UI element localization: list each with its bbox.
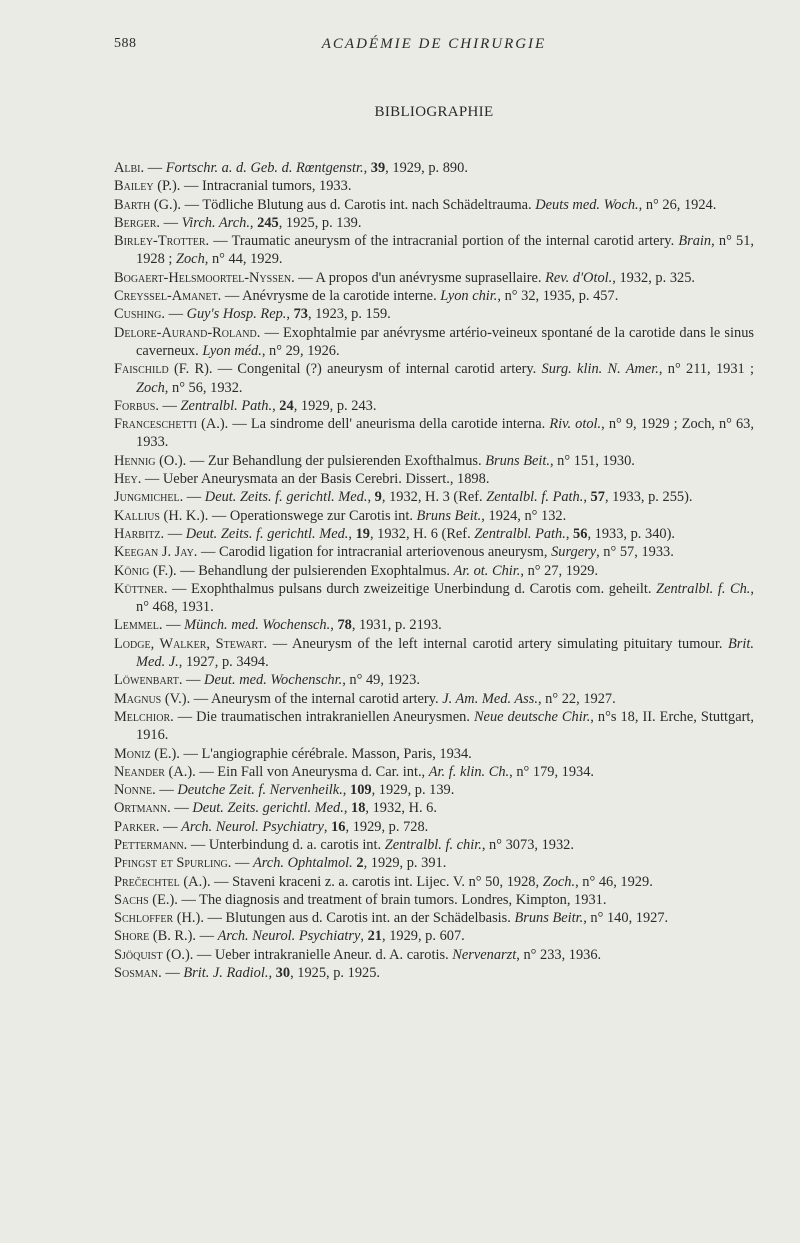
bib-text: — bbox=[183, 489, 205, 506]
bib-text: , n° 26, 1924. bbox=[638, 196, 717, 213]
bib-text: , n° 468, 1931. bbox=[136, 580, 754, 616]
bib-entry bbox=[114, 488, 754, 506]
bib-journal: Deut. med. Wochenschr. bbox=[204, 672, 343, 689]
bib-text: (B. R.). — bbox=[149, 928, 218, 945]
bib-author: Cushing. bbox=[114, 306, 165, 323]
bib-entry bbox=[114, 324, 754, 361]
bib-entry bbox=[114, 452, 754, 470]
bib-volume: 21 bbox=[367, 928, 382, 945]
bib-author: Prečechtel bbox=[114, 873, 180, 890]
bib-journal: Bruns Beitr. bbox=[514, 910, 584, 927]
bib-text: — bbox=[164, 306, 187, 323]
bib-author: Ortmann. bbox=[114, 800, 171, 817]
bib-journal: Zentralbl. f. Ch. bbox=[656, 580, 751, 597]
bib-entry bbox=[114, 873, 754, 891]
bib-author: Küttner. bbox=[114, 580, 168, 597]
bib-text: (G.). — Tödliche Blutung aus d. Carotis int. nach Schädeltrauma. bbox=[150, 196, 536, 213]
bib-journal: Münch. med. Wochensch. bbox=[184, 617, 331, 634]
bib-text: , bbox=[565, 525, 574, 542]
bib-author: Pettermann. bbox=[114, 836, 188, 853]
bib-entry bbox=[114, 909, 754, 927]
bib-text: , n° 32, 1935, p. 457. bbox=[497, 288, 619, 305]
bib-journal: Rev. d'Otol. bbox=[545, 269, 613, 286]
bib-author: Magnus bbox=[114, 690, 162, 707]
bib-author: Keegan J. Jay. bbox=[114, 544, 198, 561]
bib-text: , n° 9, 1929 ; Zoch, n° 63, 1933. bbox=[136, 416, 754, 451]
bib-entry bbox=[114, 891, 754, 909]
bib-volume: 57 bbox=[590, 489, 605, 506]
bib-entry bbox=[114, 562, 754, 580]
bib-text: , 1923, p. 159. bbox=[307, 306, 391, 323]
bib-journal: J. Am. Med. Ass. bbox=[442, 690, 538, 707]
bib-journal: Bruns Beit. bbox=[485, 452, 550, 469]
bib-text: , n° 56, 1932. bbox=[164, 379, 243, 396]
bib-text: , 1932, H. 6. bbox=[365, 800, 437, 817]
bib-text: , 1933, p. 340). bbox=[587, 525, 675, 542]
bib-journal: Zoch bbox=[175, 251, 205, 268]
bib-text: , bbox=[343, 800, 352, 817]
bib-text: (H.). — Blutungen aus d. Carotis int. an der Schädelbasis. bbox=[173, 910, 515, 927]
bib-text: , 1929, p. 890. bbox=[385, 160, 468, 176]
bib-journal: Arch. Neurol. Psychiatry bbox=[217, 928, 361, 945]
bib-author: Berger. bbox=[114, 214, 160, 231]
bib-text: — bbox=[155, 782, 178, 799]
bib-text: , 1929, p. 607. bbox=[382, 928, 465, 945]
bib-text: (O.). — Ueber intrakranielle Aneur. d. A. carotis. bbox=[162, 946, 453, 963]
bib-text: (A.). — Ein Fall von Aneurysma d. Car. int., bbox=[164, 763, 429, 780]
bib-text: (F. R). — Congenital (?) aneurysm of internal carotid artery. bbox=[168, 361, 542, 378]
bib-text: , n°s 18, II. Erche, Stuttgart, 1916. bbox=[136, 708, 754, 744]
bib-text: , 1927, p. 3494. bbox=[178, 654, 269, 671]
bib-author: Kallius bbox=[114, 507, 160, 524]
bib-author: Hennig bbox=[114, 452, 156, 469]
bib-text: , n° 211, 1931 ; bbox=[658, 361, 754, 378]
bib-text: — bbox=[144, 160, 166, 176]
bib-author: Forbus. bbox=[114, 397, 159, 414]
bib-text: , n° 151, 1930. bbox=[549, 452, 635, 469]
bib-journal: Brit. J. Radiol. bbox=[183, 965, 269, 982]
bib-author: Nonne. bbox=[114, 782, 156, 799]
bib-author: Sachs bbox=[114, 891, 149, 908]
bib-text: , bbox=[367, 489, 375, 506]
bib-entry bbox=[114, 854, 754, 872]
bib-journal: Riv. otol. bbox=[549, 416, 602, 433]
bib-journal: Deut. Zeits. f. gerichtl. Med. bbox=[185, 525, 349, 542]
bib-text: , bbox=[583, 489, 591, 506]
bib-entry bbox=[114, 525, 754, 543]
bib-text: , bbox=[342, 782, 350, 799]
bib-text: , 1924, n° 132. bbox=[481, 507, 567, 524]
bib-text: , 1933, p. 255). bbox=[604, 489, 693, 506]
bib-journal: Brit. Med. J. bbox=[136, 635, 755, 671]
bib-entry bbox=[114, 671, 754, 689]
bib-author: Bailey bbox=[114, 178, 154, 195]
bib-volume: 73 bbox=[293, 306, 308, 323]
bib-text: — bbox=[182, 672, 205, 689]
bib-author: Faischild bbox=[114, 361, 169, 378]
bib-volume: 24 bbox=[279, 397, 294, 414]
bib-journal: Zoch. bbox=[542, 873, 576, 890]
bib-entry bbox=[114, 818, 754, 836]
bib-author: Lodge, Walker, Stewart. bbox=[114, 635, 268, 652]
bib-entry bbox=[114, 415, 754, 452]
bib-text: — bbox=[231, 855, 253, 872]
bib-journal: Arch. Neurol. Psychiatry bbox=[181, 818, 324, 835]
bib-text: , 1929, p. 243. bbox=[293, 397, 377, 414]
bib-volume: 245 bbox=[257, 214, 279, 231]
bib-text: , 1932, p. 325. bbox=[612, 269, 695, 286]
bib-author: König bbox=[114, 562, 150, 579]
bib-author: Sjöquist bbox=[114, 946, 163, 963]
bib-text: , 1925, p. 139. bbox=[278, 214, 362, 231]
bib-journal: Guy's Hosp. Rep. bbox=[186, 306, 287, 323]
bib-author: Sosman. bbox=[114, 965, 162, 982]
bib-entry bbox=[114, 287, 754, 305]
bib-volume: 19 bbox=[355, 525, 370, 542]
bib-text: — A propos d'un anévrysme suprasellaire. bbox=[294, 269, 546, 286]
bib-text: , bbox=[268, 965, 276, 982]
bib-text: — bbox=[158, 397, 181, 414]
bib-journal: Ar. ot. Chir. bbox=[453, 562, 521, 579]
bib-entry bbox=[114, 745, 754, 763]
bib-author: Delore-Aurand-Roland. bbox=[114, 324, 261, 341]
bib-journal: Zoch bbox=[136, 379, 165, 396]
bib-text: (E.). — L'angiographie cérébrale. Masson, Paris, 1934. bbox=[150, 745, 472, 762]
bib-text: , bbox=[286, 306, 294, 323]
bib-text: , n° 140, 1927. bbox=[583, 910, 669, 927]
bib-author: Neander bbox=[114, 763, 165, 780]
bib-text: , n° 51, 1928 ; bbox=[136, 233, 754, 268]
bib-journal: Lyon méd. bbox=[202, 342, 262, 359]
bib-journal: Deut. Zeits. f. gerichtl. Med. bbox=[204, 489, 368, 506]
bib-journal: Neue deutsche Chir. bbox=[473, 708, 591, 725]
bib-author: Franceschetti bbox=[114, 416, 198, 433]
bib-entry bbox=[114, 177, 754, 195]
bib-entry bbox=[114, 269, 754, 287]
bib-text: — Anévrysme de la carotide interne. bbox=[221, 288, 441, 305]
bib-author: Albi. bbox=[114, 160, 145, 176]
bib-author: Barth bbox=[114, 196, 151, 213]
bib-author: Harbitz. bbox=[114, 525, 165, 542]
bib-text: — bbox=[159, 818, 182, 835]
bib-volume: 2 bbox=[356, 855, 364, 872]
bib-entry bbox=[114, 690, 754, 708]
bib-entry bbox=[114, 470, 754, 488]
bib-text: (A.). — Staveni kraceni z. a. carotis int. Lijec. V. n° 50, 1928, bbox=[179, 873, 543, 890]
bib-text: , bbox=[323, 818, 332, 835]
bib-entry bbox=[114, 946, 754, 964]
bib-text: — Exophtalmie par anévrysme artério-veineux spontané de la carotide dans le sinus caverneux. bbox=[136, 324, 754, 359]
bib-volume: 30 bbox=[275, 965, 291, 982]
bib-text: , 1931, p. 2193. bbox=[351, 617, 442, 634]
bib-author: Pfingst et Spurling. bbox=[114, 855, 232, 872]
bib-journal: Surg. klin. N. Amer. bbox=[541, 361, 659, 378]
bib-entry bbox=[114, 159, 754, 177]
bib-entry bbox=[114, 305, 754, 323]
bib-text: — bbox=[161, 965, 184, 982]
bib-journal: Surgery bbox=[551, 544, 597, 561]
bib-author: Birley-Trotter. bbox=[114, 233, 210, 250]
page-header bbox=[114, 36, 754, 58]
bib-journal: Zentralbl. f. chir. bbox=[384, 836, 482, 853]
bib-author: Shore bbox=[114, 928, 150, 945]
bib-text: , 1929, p. 391. bbox=[363, 855, 447, 872]
bib-volume: 9 bbox=[374, 489, 382, 506]
bib-text: — Ueber Aneurysmata an der Basis Cerebri. Dissert., 1898. bbox=[141, 471, 490, 488]
bib-text: , n° 27, 1929. bbox=[520, 562, 599, 579]
bib-author: Hey. bbox=[114, 471, 142, 488]
bib-text: , 1929, p. 728. bbox=[345, 818, 429, 835]
bib-text: (F.). — Behandlung der pulsierenden Exophtalmus. bbox=[149, 562, 454, 579]
bib-author: Parker. bbox=[114, 818, 160, 835]
bib-journal: Fortschr. a. d. Geb. d. Rœntgenstr. bbox=[165, 160, 364, 176]
bib-author: Löwenbart. bbox=[114, 672, 183, 689]
bib-journal: Lyon chir. bbox=[440, 288, 498, 305]
bib-text: — Carodid ligation for intracranial arteriovenous aneurysm, bbox=[197, 544, 552, 561]
bib-entry bbox=[114, 397, 754, 415]
bib-entry bbox=[114, 781, 754, 799]
bib-text: , 1932, H. 3 (Ref. bbox=[381, 489, 487, 506]
bib-volume: 16 bbox=[331, 818, 346, 835]
bib-entry bbox=[114, 763, 754, 781]
bib-text: , 1925, p. 1925. bbox=[290, 965, 381, 982]
bib-journal: Virch. Arch. bbox=[181, 214, 250, 231]
bib-journal: Bruns Beit. bbox=[416, 507, 482, 524]
bib-entry bbox=[114, 964, 754, 982]
bib-author: Creyssel-Amanet. bbox=[114, 288, 222, 305]
bib-entry bbox=[114, 927, 754, 945]
bib-text: (P.). — Intracranial tumors, 1933. bbox=[153, 178, 352, 195]
bib-text: , n° 22, 1927. bbox=[537, 690, 616, 707]
bib-text: (A.). — La sindrome dell' aneurisma della carotide interna. bbox=[197, 416, 550, 433]
bib-entry bbox=[114, 708, 754, 745]
bib-entry bbox=[114, 616, 754, 634]
bib-author: Bogaert-Helsmoortel-Nyssen. bbox=[114, 269, 295, 286]
bib-volume: 39 bbox=[370, 160, 386, 176]
bib-author: Melchior. bbox=[114, 708, 174, 725]
bib-author: Jungmichel. bbox=[114, 489, 184, 506]
bib-entry bbox=[114, 543, 754, 561]
bib-journal: Zentralbl. Path. bbox=[474, 525, 566, 542]
bib-text: — bbox=[170, 800, 193, 817]
bib-text: , bbox=[330, 617, 338, 634]
bib-journal: Deutche Zeit. f. Nervenheilk. bbox=[177, 782, 343, 799]
bib-journal: Arch. Ophtalmol. bbox=[252, 855, 353, 872]
bib-text: , n° 46, 1929. bbox=[575, 873, 653, 890]
bib-volume: 18 bbox=[351, 800, 366, 817]
bib-text: , bbox=[348, 525, 356, 542]
bib-volume: 78 bbox=[337, 617, 352, 634]
section-title: BIBLIOGRAPHIE bbox=[374, 104, 494, 120]
bib-entry bbox=[114, 507, 754, 525]
bib-entry bbox=[114, 799, 754, 817]
bib-text: , bbox=[272, 397, 280, 414]
bib-text: , n° 44, 1929. bbox=[204, 251, 283, 268]
page-number: 588 bbox=[114, 36, 137, 51]
bib-text: (H. K.). — Operationswege zur Carotis int. bbox=[159, 507, 417, 524]
bib-text: , bbox=[363, 160, 371, 176]
bib-text: — bbox=[162, 617, 185, 634]
bib-author: Lemmel. bbox=[114, 617, 163, 634]
bib-text: , n° 233, 1936. bbox=[516, 946, 602, 963]
bib-text: — Unterbindung d. a. carotis int. bbox=[187, 836, 385, 853]
bib-author: Moniz bbox=[114, 745, 151, 762]
bib-journal: Zentalbl. f. Path. bbox=[486, 489, 584, 506]
bib-entry bbox=[114, 360, 754, 397]
bib-text: , n° 57, 1933. bbox=[596, 544, 674, 561]
bib-text: , n° 49, 1923. bbox=[342, 672, 420, 689]
bib-author: Schloffer bbox=[114, 910, 174, 927]
bib-text: — Aneurysm of the left internal carotid artery simulating pituitary tumour. bbox=[267, 635, 729, 652]
bib-entry bbox=[114, 635, 754, 672]
bib-entry bbox=[114, 232, 754, 269]
bibliography-list bbox=[114, 159, 754, 982]
bib-journal: Deuts med. Woch. bbox=[535, 196, 639, 213]
bib-journal: Ar. f. klin. Ch. bbox=[428, 763, 510, 780]
bib-entry bbox=[114, 836, 754, 854]
bib-journal: Zentralbl. Path. bbox=[180, 397, 273, 414]
bib-text: , n° 179, 1934. bbox=[509, 763, 595, 780]
bib-text: , 1932, H. 6 (Ref. bbox=[369, 525, 475, 542]
bib-journal: Deut. Zeits. gerichtl. Med. bbox=[192, 800, 344, 817]
bib-volume: 109 bbox=[350, 782, 372, 799]
bib-text: (E.). — The diagnosis and treatment of brain tumors. Londres, Kimpton, 1931. bbox=[148, 891, 607, 908]
bib-text: — Die traumatischen intrakraniellen Aneurysmen. bbox=[173, 708, 474, 725]
bib-text: , 1929, p. 139. bbox=[371, 782, 455, 799]
bib-text: , n° 29, 1926. bbox=[261, 342, 340, 359]
running-head: ACADÉMIE DE CHIRURGIE bbox=[321, 36, 547, 52]
bib-text: (O.). — Zur Behandlung der pulsierenden Exofthalmus. bbox=[155, 452, 486, 469]
bib-text: , bbox=[360, 928, 368, 945]
bib-text: , n° 3073, 1932. bbox=[481, 836, 574, 853]
bib-entry bbox=[114, 196, 754, 214]
bib-journal: Nervenarzt bbox=[452, 946, 517, 963]
bib-text: — Traumatic aneurysm of the intracranial portion of the internal carotid artery. bbox=[209, 233, 679, 250]
bib-entry bbox=[114, 580, 754, 617]
bib-text: — bbox=[164, 525, 186, 542]
bib-journal: Brain bbox=[678, 233, 712, 250]
bib-text: , bbox=[249, 214, 258, 231]
bib-entry bbox=[114, 214, 754, 232]
bib-volume: 56 bbox=[573, 525, 588, 542]
bib-text: — Exophthalmus pulsans durch zweizeitige Unerbindung d. Carotis com. geheilt. bbox=[167, 580, 657, 597]
bib-text: (V.). — Aneurysm of the internal carotid artery. bbox=[161, 690, 443, 707]
bib-text: — bbox=[159, 214, 182, 231]
